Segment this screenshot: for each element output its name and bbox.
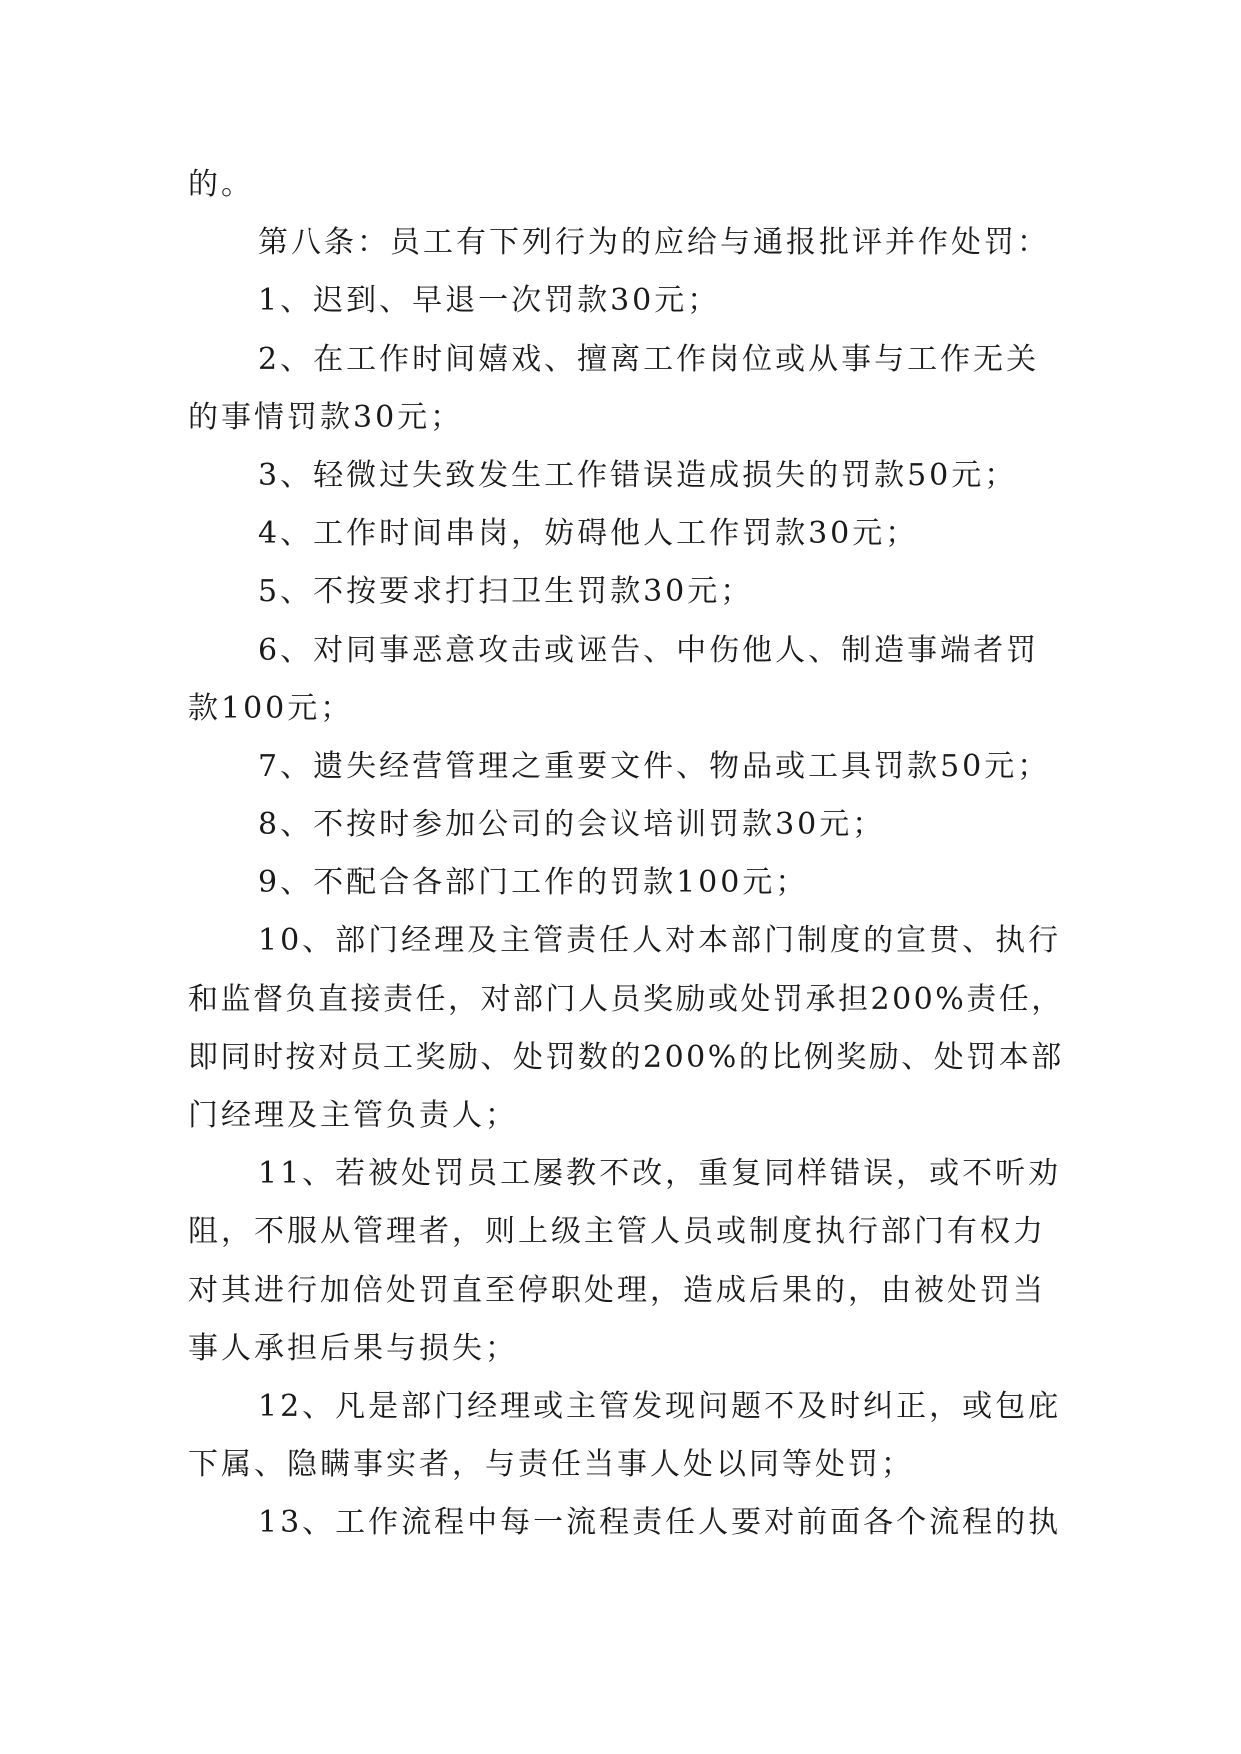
text-line: 对其进行加倍处罚直至停职处理，造成后果的，由被处罚当 — [188, 1272, 1046, 1308]
text-line: 7、遗失经营管理之重要文件、物品或工具罚款50元； — [258, 748, 1051, 784]
text-line: 阻，不服从管理者，则上级主管人员或制度执行部门有权力 — [188, 1214, 1046, 1250]
text-line: 的事情罚款30元； — [188, 399, 464, 435]
text-line: 3、轻微过失致发生工作错误造成损失的罚款50元； — [258, 457, 1018, 493]
text-line: 款100元； — [188, 690, 354, 726]
text-line: 5、不按要求打扫卫生罚款30元； — [258, 574, 754, 610]
text-line: 的。 — [188, 167, 254, 202]
text-line: 11、若被处罚员工屡教不改，重复同样错误，或不听劝 — [258, 1156, 1062, 1192]
text-line: 和监督负直接责任，对部门人员奖励或处罚承担200%责任， — [188, 981, 1064, 1017]
text-line: 4、工作时间串岗，妨碍他人工作罚款30元； — [258, 516, 919, 552]
text-line: 8、不按时参加公司的会议培训罚款30元； — [258, 807, 886, 843]
text-line: 第八条：员工有下列行为的应给与通报批评并作处罚： — [258, 225, 1050, 261]
text-line: 门经理及主管负责人； — [188, 1098, 518, 1133]
text-line: 即同时按对员工奖励、处罚数的200%的比例奖励、处罚本部 — [188, 1039, 1064, 1075]
text-line: 12、凡是部门经理或主管发现问题不及时纠正，或包庇 — [258, 1388, 1062, 1424]
text-line: 1、迟到、早退一次罚款30元； — [258, 283, 721, 319]
document-body — [188, 156, 1068, 1553]
text-line: 2、在工作时间嬉戏、擅离工作岗位或从事与工作无关 — [258, 341, 1040, 377]
text-line: 事人承担后果与损失； — [188, 1330, 518, 1366]
text-line: 10、部门经理及主管责任人对本部门制度的宣贯、执行 — [258, 923, 1062, 959]
text-line: 6、对同事恶意攻击或诬告、中伤他人、制造事端者罚 — [258, 632, 1040, 668]
text-line: 9、不配合各部门工作的罚款100元； — [258, 865, 809, 901]
text-line: 下属、隐瞒事实者，与责任当事人处以同等处罚； — [188, 1447, 914, 1483]
text-line: 13、工作流程中每一流程责任人要对前面各个流程的执 — [258, 1505, 1062, 1541]
